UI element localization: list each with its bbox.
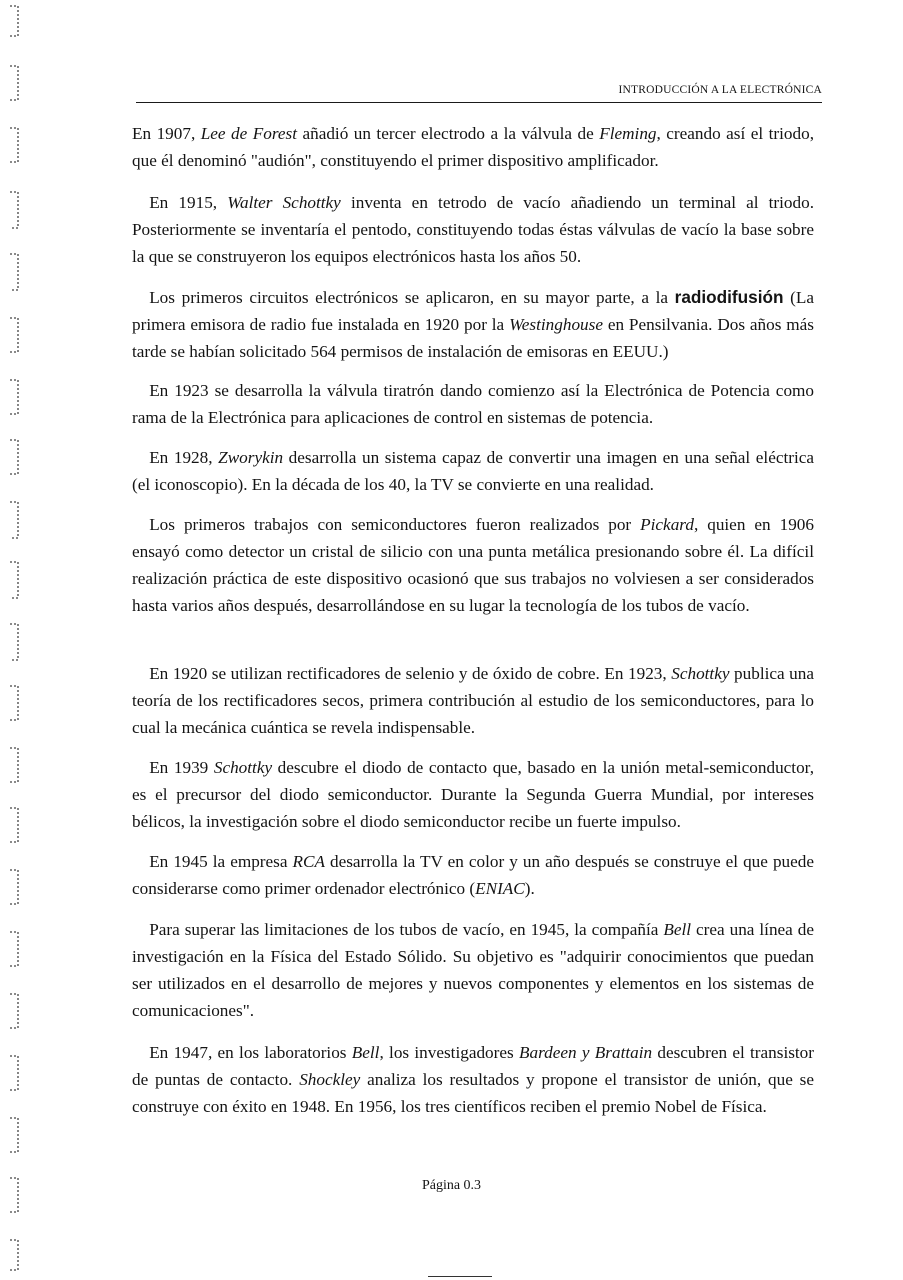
italic-term: Bardeen y Brattain: [518, 1043, 653, 1062]
italic-term: Bell: [663, 920, 692, 939]
bottom-rule: [428, 1276, 492, 1277]
paragraph-1945-rca: [132, 848, 814, 902]
text-run: desarrolla la TV en color y un año después se construye el que puede considerarse como primer ordenador electrónico (: [132, 852, 814, 898]
italic-term: Zworykin: [218, 448, 284, 467]
paragraph-radiodifusion: [132, 284, 814, 365]
italic-term: Shockley: [299, 1070, 361, 1089]
text-run: analiza los resultados y propone el transistor de unión, que se construye con éxito en 1948. En 1956, los tres científicos reciben el premio Nobel de Física.: [132, 1070, 814, 1116]
paragraph-1945-bell: [132, 916, 814, 1024]
text-run: (La primera emisora de radio fue instalada en 1920 por la: [132, 288, 814, 334]
text-run: Los primeros circuitos electrónicos se aplicaron, en su mayor parte, a la: [132, 288, 675, 307]
text-run: descubre el diodo de contacto que, basado en la unión metal-semiconductor, es el precursor del diodo semiconductor. Durante la Segunda Guerra Mundial, por intereses bélicos, la investigación sobre el diodo semiconductor recibe un fuerte impulso.: [132, 758, 815, 831]
header-rule: [136, 102, 822, 103]
text-run: añadió un tercer electrodo a la válvula de: [296, 124, 600, 143]
italic-term: Westinghouse: [509, 315, 603, 334]
text-run: En 1920 se utilizan rectificadores de selenio y de óxido de cobre. En 1923,: [132, 664, 672, 683]
running-header: INTRODUCCIÓN A LA ELECTRÓNICA: [618, 84, 822, 96]
text-run: Para superar las limitaciones de los tubos de vacío, en 1945, la compañía: [132, 920, 664, 939]
italic-term: Schottky: [671, 664, 730, 683]
paragraph-1923-tiratron: [132, 377, 814, 431]
text-run: en Pensilvania. Dos años más tarde se habían solicitado 564 permisos de instalación de emisoras en EEUU.): [132, 315, 814, 361]
italic-term: Schottky: [213, 758, 273, 777]
italic-term: Lee de Forest: [200, 124, 297, 143]
paragraph-1939-diodo: [132, 754, 814, 835]
italic-term: RCA: [292, 852, 325, 871]
paragraph-pickard-semiconductores: [132, 511, 814, 619]
page-number: Página 0.3: [421, 1178, 482, 1193]
text-run: desarrolla un sistema capaz de convertir una imagen en una señal eléctrica (el iconoscopio). En la década de los 40, la TV se convierte en una realidad.: [132, 448, 814, 494]
italic-term: Fleming: [599, 124, 657, 143]
text-run: crea una línea de investigación en la Física del Estado Sólido. Su objetivo es "adquirir conocimientos que puedan ser utilizados en el desarrollo de mejores y nuevos componentes y elementos en los sistemas de comunicaciones".: [132, 920, 814, 1020]
text-run: , quien en 1906 ensayó como detector un cristal de silicio con una punta metálica presionando sobre él. La difícil realización práctica de este dispositivo ocasionó que sus trabajos no volviesen a ser considerados hasta varios años después, desarrollándose en su lugar la tecnología de los tubos de vacío.: [132, 515, 814, 615]
text-run: , creando así el triodo, que él denominó "audión", constituyendo el primer dispositivo amplificador.: [132, 124, 814, 170]
text-run: ).: [524, 879, 535, 898]
italic-term: ENIAC: [475, 879, 525, 898]
text-run: En 1923 se desarrolla la válvula tiratrón dando comienzo así la Electrónica de Potencia como rama de la Electrónica para aplicaciones de control en sistemas de potencia.: [132, 381, 814, 427]
text-run: Los primeros trabajos con semiconductores fueron realizados por: [132, 515, 641, 534]
bold-term: radiodifusión: [674, 287, 784, 307]
text-run: En 1945 la empresa: [132, 852, 293, 871]
text-run: publica una teoría de los rectificadores secos, primera contribución al estudio de los semiconductores, para lo cual la mecánica cuántica se revela indispensable.: [132, 664, 815, 737]
text-run: En 1907,: [132, 124, 201, 143]
paragraph-1907-triodo: [132, 120, 814, 174]
text-run: En 1915,: [132, 193, 228, 212]
text-run: descubren el transistor de puntas de contacto.: [132, 1043, 814, 1089]
paragraph-1915-tetrodo: [132, 189, 814, 270]
binding-edge-marks: [6, 0, 28, 1280]
text-run: En 1947, en los laboratorios: [132, 1043, 352, 1062]
text-run: inventa en tetrodo de vacío añadiendo un terminal al triodo. Posteriormente se inventaría el pentodo, constituyendo todas éstas válvulas de vacío la base sobre la que se construyeron los equipos electrónicos hasta los años 50.: [132, 193, 815, 266]
italic-term: Walter Schottky: [227, 193, 341, 212]
text-run: En 1939: [132, 758, 214, 777]
text-run: En 1928,: [132, 448, 219, 467]
paragraph-1947-transistor: [132, 1039, 814, 1120]
italic-term: Pickard: [640, 515, 694, 534]
paragraph-1928-iconoscopio: [132, 444, 814, 498]
paragraph-1920-rectificadores: [132, 660, 814, 741]
text-run: , los investigadores: [379, 1043, 519, 1062]
italic-term: Bell: [351, 1043, 380, 1062]
